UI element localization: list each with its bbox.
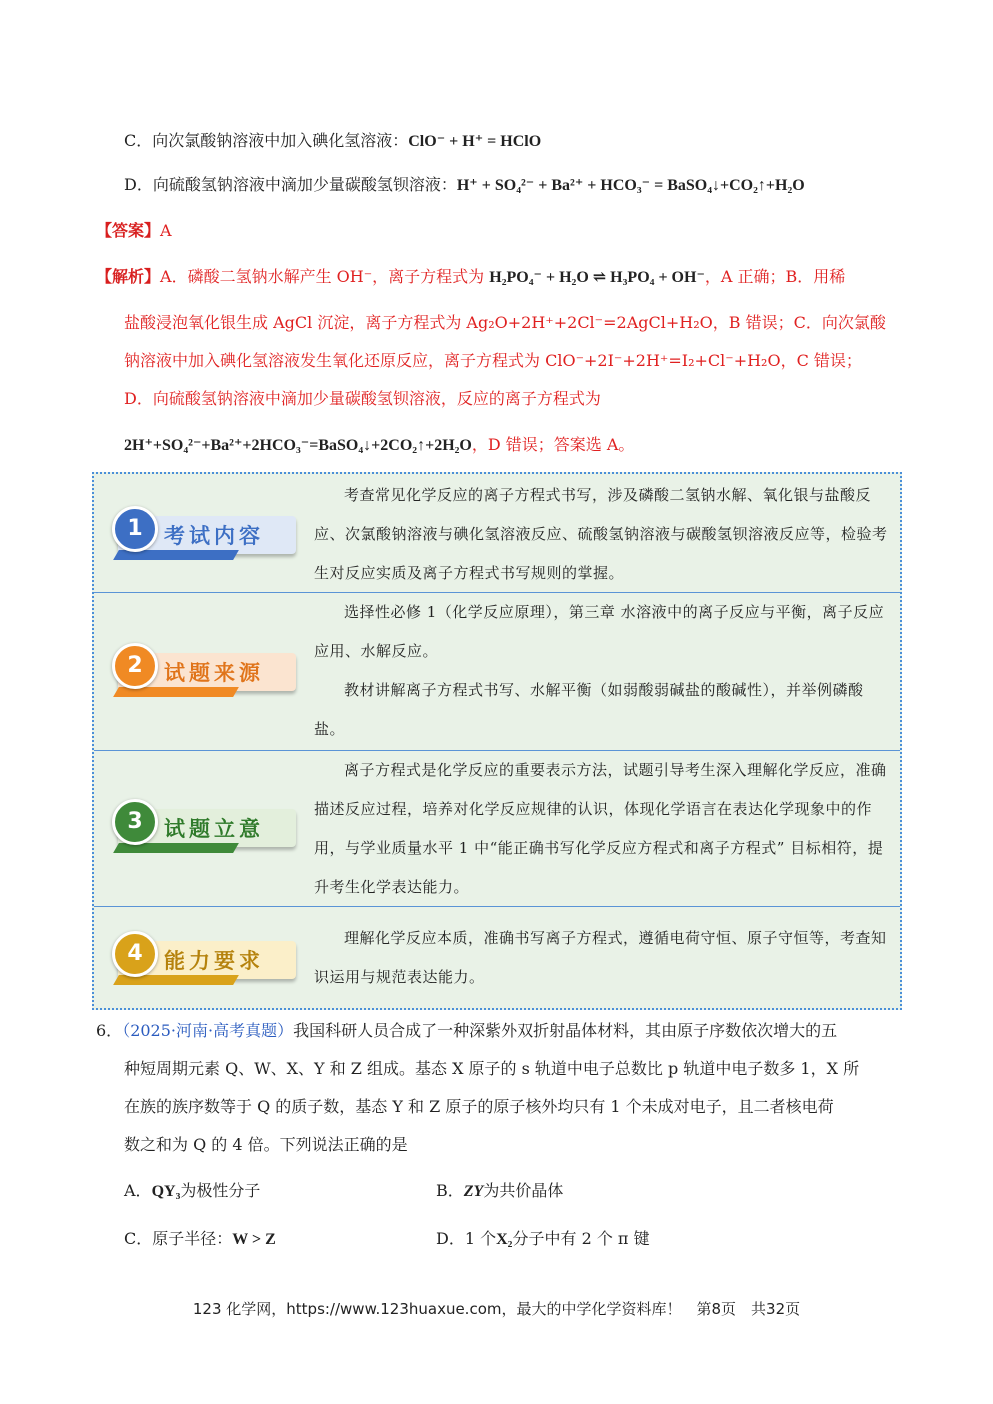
answer-value: A — [160, 221, 172, 240]
badge-intent — [112, 797, 302, 853]
analysis-text: 考查常见化学反应的离子方程式书写，涉及磷酸二氢钠水解、氧化银与盐酸反应、次氯酸钠溶液与碘化氢溶液反应、硫酸氢钠溶液与碳酸氢钡溶液反应等，检验考生对反应实质及离子方程式书写规则的掌握。 — [314, 486, 888, 582]
explanation-text-1a: A．磷酸二氢钠水解产生 OH⁻，离子方程式为 — [160, 267, 490, 286]
question-source: （2025·河南·高考真题） — [122, 1021, 294, 1040]
analysis-row-ability — [94, 906, 900, 1008]
option-d-text: D．向硫酸氢钠溶液中滴加少量碳酸氢钡溶液： — [124, 175, 457, 194]
option-formula: ZY — [463, 1183, 484, 1200]
analysis-text-p2: 教材讲解离子方程式书写、水解平衡（如弱酸弱碱盐的酸碱性），并举例磷酸盐。 — [314, 681, 864, 738]
answer — [96, 220, 172, 242]
option-text: 为共价晶体 — [483, 1181, 564, 1200]
badge-label: 能力要求 — [164, 949, 264, 973]
explanation-formula-5: 2H⁺+SO₄²⁻+Ba²⁺+2HCO₃⁻=BaSO₄↓+2CO₂↑+2H₂O — [124, 437, 472, 454]
analysis-box — [92, 472, 902, 1010]
option-text-pre: 1 个 — [464, 1229, 497, 1248]
badge-ability — [112, 929, 302, 985]
question-number: 6． — [96, 1021, 123, 1040]
badge-number: 3 — [112, 799, 158, 845]
explanation-label: 【解析】 — [96, 267, 161, 286]
explanation-line-1 — [96, 266, 845, 289]
question-option-c — [124, 1228, 276, 1251]
badge-number: 1 — [112, 506, 158, 552]
question-option-d — [436, 1228, 650, 1251]
explanation-line-5 — [124, 434, 634, 457]
question-line-1 — [96, 1020, 837, 1042]
explanation-formula-1: H₂PO₄⁻ + H₂O ⇌ H₃PO₄ + OH⁻ — [489, 269, 705, 286]
question-text-1: 我国科研人员合成了一种深紫外双折射晶体材料，其由原子序数依次增大的五 — [293, 1021, 838, 1040]
badge-label: 试题立意 — [164, 817, 264, 841]
option-label: A． — [124, 1181, 152, 1200]
question-line-3: 在族的族序数等于 Q 的质子数，基态 Y 和 Z 原子的原子核外均只有 1 个未成对电子，且二者核电荷 — [124, 1097, 834, 1116]
question-line-4: 数之和为 Q 的 4 倍。下列说法正确的是 — [124, 1135, 408, 1154]
option-text: 分子中有 2 个 π 键 — [512, 1229, 650, 1248]
badge-number: 2 — [112, 643, 158, 689]
badge-number: 4 — [112, 931, 158, 977]
question-option-b — [436, 1180, 563, 1203]
analysis-text-p1: 选择性必修 1（化学反应原理），第三章 水溶液中的离子反应与平衡，离子反应应用、水解反应。 — [314, 603, 885, 660]
badge-exam-content — [112, 504, 302, 560]
analysis-text: 离子方程式是化学反应的重要表示方法，试题引导考生深入理解化学反应，准确描述反应过程，培养对化学反应规律的认识，体现化学语言在表达化学现象中的作用，与学业质量水平 1 中“能正确书写化学反应方程式和离子方程式” 目标相符，提升考生化学表达能力。 — [314, 761, 887, 896]
option-d-formula: H⁺ + SO₄²⁻ + Ba²⁺ + HCO₃⁻ = BaSO₄↓+CO₂↑+H₂O — [456, 177, 805, 194]
option-c-text: C．向次氯酸钠溶液中加入碘化氢溶液： — [124, 131, 409, 150]
option-label: C． — [124, 1229, 153, 1248]
option-d — [124, 174, 805, 197]
badge-source — [112, 641, 302, 697]
explanation-line-2: 盐酸浸泡氧化银生成 AgCl 沉淀，离子方程式为 Ag₂O+2H⁺+2Cl⁻=2AgCl+H₂O，B 错误；C．向次氯酸 — [124, 313, 886, 332]
explanation-text-5: ，D 错误；答案选 A。 — [471, 435, 635, 454]
option-c — [124, 130, 541, 153]
question-line-2: 种短周期元素 Q、W、X、Y 和 Z 组成。基态 X 原子的 s 轨道中电子总数比 p 轨道中电子数多 1，X 所 — [124, 1059, 860, 1078]
explanation-line-3: 钠溶液中加入碘化氢溶液发生氧化还原反应，离子方程式为 ClO⁻+2I⁻+2H⁺=I₂+Cl⁻+H₂O，C 错误； — [124, 351, 862, 370]
page-footer: 123 化学网，https://www.123huaxue.com，最大的中学化学资料库！ 第8页 共32页 — [192, 1300, 801, 1318]
option-label: B． — [436, 1181, 464, 1200]
question-option-a — [124, 1180, 260, 1203]
badge-label: 试题来源 — [164, 661, 264, 685]
explanation-text-1b: ，A 正确；B．用稀 — [704, 267, 846, 286]
option-formula: QY₃ — [151, 1183, 181, 1200]
analysis-row-source — [94, 592, 900, 750]
answer-label: 【答案】 — [96, 221, 161, 240]
option-formula: X₂ — [496, 1231, 513, 1248]
analysis-row-exam-content — [94, 474, 900, 592]
badge-label: 考试内容 — [164, 524, 264, 548]
option-label: D． — [436, 1229, 465, 1248]
analysis-text: 理解化学反应本质，准确书写离子方程式，遵循电荷守恒、原子守恒等，考查知识运用与规范表达能力。 — [314, 929, 887, 986]
explanation-line-4: D．向硫酸氢钠溶液中滴加少量碳酸氢钡溶液，反应的离子方程式为 — [124, 389, 601, 408]
analysis-row-intent — [94, 750, 900, 906]
option-text: 为极性分子 — [180, 1181, 261, 1200]
option-formula: W > Z — [232, 1231, 276, 1248]
option-text: 原子半径： — [152, 1229, 233, 1248]
option-c-formula: ClO⁻ + H⁺ = HClO — [408, 133, 542, 150]
